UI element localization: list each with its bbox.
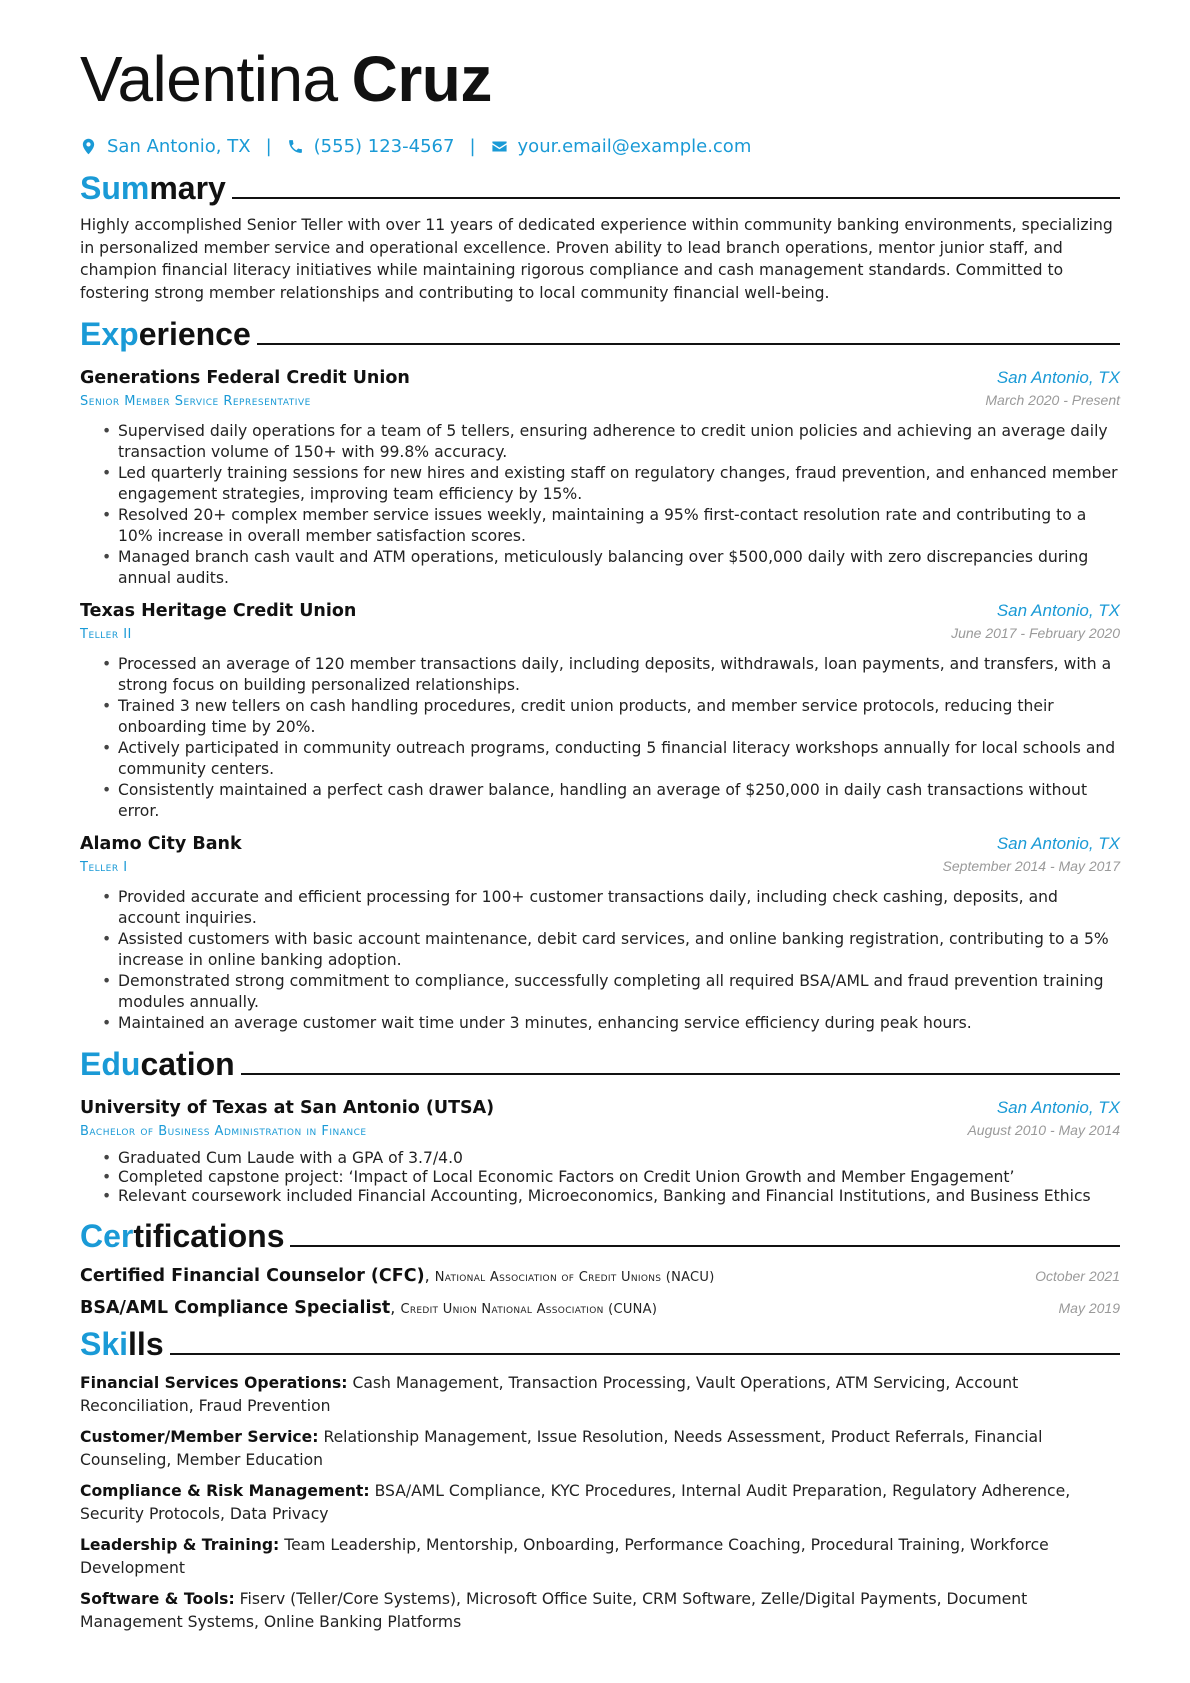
job-dates: March 2020 - Present	[985, 392, 1120, 408]
section-rule	[170, 1353, 1120, 1355]
certification-date: October 2021	[1035, 1268, 1120, 1284]
skill-list: BSA/AML Compliance, KYC Procedures, Internal Audit Preparation, Regulatory Adherence, Security Protocols, Data Privacy	[80, 1482, 1071, 1523]
section-title: Education	[80, 1046, 235, 1082]
certification-item: BSA/AML Compliance Specialist, Credit Union National Association (CUNA) May 2019	[80, 1298, 1120, 1318]
list-item: • Actively participated in community outreach programs, conducting 5 financial literacy workshops annually for local schools and community centers.	[80, 738, 1120, 780]
section-heading-education	[80, 1044, 1120, 1084]
map-pin-icon	[80, 138, 97, 155]
section-rule	[290, 1245, 1120, 1247]
job-dates: September 2014 - May 2017	[942, 858, 1120, 874]
list-item: • Assisted customers with basic account maintenance, debit card services, and online banking registration, contributing to a 5% increase in online banking adoption.	[80, 929, 1120, 971]
job-entry	[80, 834, 1120, 1034]
job-entry	[80, 368, 1120, 589]
resume-page	[80, 40, 1120, 1633]
envelope-icon	[491, 138, 508, 155]
phone-text: (555) 123-4567	[313, 135, 455, 157]
school-location: San Antonio, TX	[996, 1098, 1120, 1117]
contact-separator: |	[265, 135, 272, 157]
skill-list: Team Leadership, Mentorship, Onboarding, Performance Coaching, Procedural Training, Workforce Development	[80, 1536, 1049, 1577]
education-dates: August 2010 - May 2014	[967, 1122, 1120, 1138]
list-item: • Processed an average of 120 member transactions daily, including deposits, withdrawals, loan payments, and transfers, with a strong focus on building personalized relationships.	[80, 654, 1120, 696]
location-text: San Antonio, TX	[107, 135, 251, 157]
section-rule	[232, 197, 1120, 199]
job-organization: Alamo City Bank	[80, 834, 242, 854]
list-item: • Completed capstone project: ‘Impact of Local Economic Factors on Credit Union Growth and Member Engagement’	[80, 1168, 1120, 1187]
list-item: • Relevant coursework included Financial Accounting, Microeconomics, Banking and Financial Institutions, and Business Ethics	[80, 1187, 1120, 1206]
skill-list: Relationship Management, Issue Resolution, Needs Assessment, Product Referrals, Financial Counseling, Member Education	[80, 1428, 1043, 1469]
education-entry	[80, 1098, 1120, 1206]
certification-name: BSA/AML Compliance Specialist	[80, 1298, 391, 1318]
list-item: • Trained 3 new tellers on cash handling procedures, credit union products, and member service protocols, reducing their onboarding time by 20%.	[80, 696, 1120, 738]
section-heading-certifications	[80, 1216, 1120, 1256]
degree: Bachelor of Business Administration in Finance	[80, 1124, 367, 1139]
skill-group	[80, 1426, 1120, 1471]
section-heading-summary	[80, 168, 1120, 208]
job-dates: June 2017 - February 2020	[951, 625, 1120, 641]
skill-group	[80, 1534, 1120, 1579]
job-location: San Antonio, TX	[996, 368, 1120, 387]
first-name: Valentina	[80, 43, 338, 115]
contact-bar	[80, 132, 1120, 160]
skill-label: Compliance & Risk Management:	[80, 1482, 370, 1500]
certification-issuer: Credit Union National Association (CUNA)	[400, 1302, 658, 1317]
certification-date: May 2019	[1058, 1300, 1120, 1316]
phone-icon	[287, 138, 304, 155]
skill-group	[80, 1480, 1120, 1525]
job-role: Senior Member Service Representative	[80, 394, 311, 409]
skill-list: Fiserv (Teller/Core Systems), Microsoft Office Suite, CRM Software, Zelle/Digital Payments, Document Management Systems, Online Banking Platforms	[80, 1590, 1028, 1631]
list-item: • Consistently maintained a perfect cash drawer balance, handling an average of $250,000 in daily cash transactions without error.	[80, 780, 1120, 822]
job-organization: Texas Heritage Credit Union	[80, 601, 357, 621]
skill-label: Customer/Member Service:	[80, 1428, 319, 1446]
list-item: • Led quarterly training sessions for new hires and existing staff on regulatory changes, fraud prevention, and enhanced member engagement strategies, improving team efficiency by 15%.	[80, 463, 1120, 505]
certification-issuer: National Association of Credit Unions (NACU)	[434, 1270, 715, 1285]
skill-label: Software & Tools:	[80, 1590, 235, 1608]
list-item: • Provided accurate and efficient processing for 100+ customer transactions daily, including check cashing, deposits, and account inquiries.	[80, 887, 1120, 929]
section-rule	[241, 1073, 1120, 1075]
candidate-name	[80, 40, 1120, 118]
job-entry	[80, 601, 1120, 822]
certification-name: Certified Financial Counselor (CFC)	[80, 1266, 425, 1286]
list-item: • Demonstrated strong commitment to compliance, successfully completing all required BSA/AML and fraud prevention training modules annually.	[80, 971, 1120, 1013]
job-location: San Antonio, TX	[996, 601, 1120, 620]
contact-phone[interactable]	[287, 136, 455, 157]
section-rule	[257, 343, 1120, 345]
last-name: Cruz	[351, 43, 492, 115]
summary-text: Highly accomplished Senior Teller with over 11 years of dedicated experience within community banking environments, specializing in personalized member service and operational excellence. Proven ability to lead branch operations, mentor junior staff, and champion financial literacy initiatives while maintaining rigorous compliance and cash management standards. Committed to fostering strong member relationships and contributing to local community financial well-being.	[80, 216, 1113, 302]
list-item: • Maintained an average customer wait time under 3 minutes, enhancing service efficiency during peak hours.	[80, 1013, 1120, 1034]
section-title: Experience	[80, 316, 251, 352]
skill-label: Leadership & Training:	[80, 1536, 280, 1554]
email-text: your.email@example.com	[517, 135, 752, 157]
section-title: Skills	[80, 1326, 164, 1362]
job-organization: Generations Federal Credit Union	[80, 368, 410, 388]
list-item: • Managed branch cash vault and ATM operations, meticulously balancing over $500,000 daily with zero discrepancies during annual audits.	[80, 547, 1120, 589]
job-bullets	[80, 421, 1120, 589]
job-role: Teller II	[80, 627, 132, 642]
section-heading-experience	[80, 314, 1120, 354]
education-bullets	[80, 1149, 1120, 1206]
skill-group	[80, 1588, 1120, 1633]
list-item: • Resolved 20+ complex member service issues weekly, maintaining a 95% first-contact resolution rate and contributing to a 10% increase in overall member satisfaction scores.	[80, 505, 1120, 547]
contact-location	[80, 136, 251, 157]
school-name: University of Texas at San Antonio (UTSA)	[80, 1098, 495, 1118]
list-item: • Graduated Cum Laude with a GPA of 3.7/4.0	[80, 1149, 1120, 1168]
skill-group	[80, 1372, 1120, 1417]
list-item: • Supervised daily operations for a team of 5 tellers, ensuring adherence to credit union policies and achieving an average daily transaction volume of 150+ with 99.8% accuracy.	[80, 421, 1120, 463]
job-bullets	[80, 887, 1120, 1034]
contact-separator: |	[469, 135, 476, 157]
contact-email[interactable]	[491, 136, 752, 157]
job-location: San Antonio, TX	[996, 834, 1120, 853]
section-heading-skills	[80, 1324, 1120, 1364]
skill-list: Cash Management, Transaction Processing, Vault Operations, ATM Servicing, Account Reconciliation, Fraud Prevention	[80, 1374, 1019, 1415]
section-title: Summary	[80, 170, 226, 206]
section-title: Certifications	[80, 1218, 285, 1254]
skill-label: Financial Services Operations:	[80, 1374, 348, 1392]
job-role: Teller I	[80, 860, 128, 875]
certification-item: Certified Financial Counselor (CFC), National Association of Credit Unions (NACU) October 2021	[80, 1266, 1120, 1286]
job-bullets	[80, 654, 1120, 822]
